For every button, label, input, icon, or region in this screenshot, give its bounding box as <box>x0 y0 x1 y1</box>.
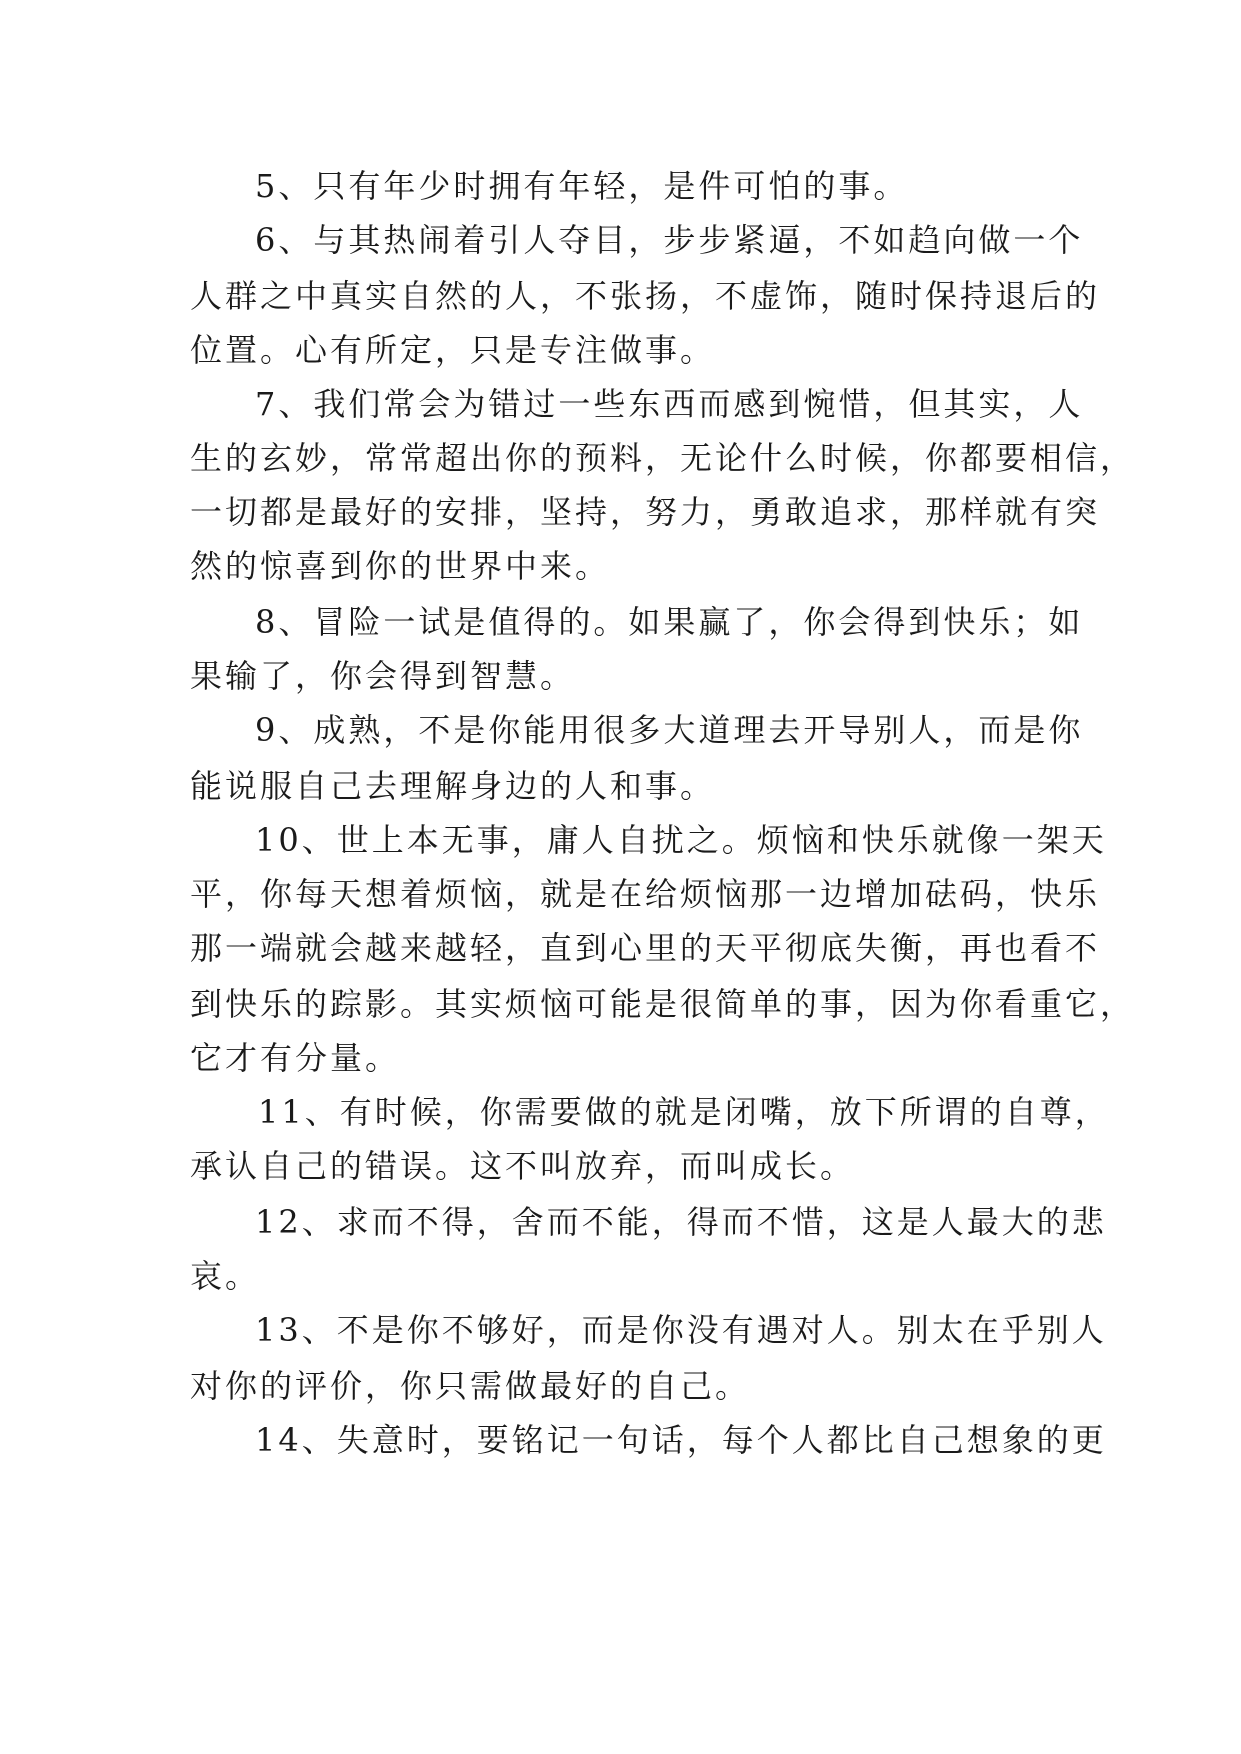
paragraph-6-line-2: 人群之中真实自然的人，不张扬，不虚饰，随时保持退后的 <box>190 277 1101 315</box>
paragraph-8-line-2: 果输了，你会得到智慧。 <box>190 657 576 695</box>
paragraph-8-line-1: 8、冒险一试是值得的。如果赢了，你会得到快乐；如 <box>255 603 1084 641</box>
paragraph-7-line-3: 一切都是最好的安排，坚持，努力，勇敢追求，那样就有突 <box>190 493 1101 531</box>
paragraph-13-line-1: 13、不是你不够好，而是你没有遇对人。别太在乎别人 <box>255 1311 1107 1349</box>
paragraph-12-line-2: 哀。 <box>190 1257 261 1295</box>
paragraph-10-line-3: 那一端就会越来越轻，直到心里的天平彻底失衡，再也看不 <box>190 929 1101 967</box>
paragraph-7-line-2: 生的玄妙，常常超出你的预料，无论什么时候，你都要相信， <box>190 439 1136 477</box>
paragraph-7-line-4: 然的惊喜到你的世界中来。 <box>190 547 611 585</box>
paragraph-11-line-1: 11、有时候，你需要做的就是闭嘴，放下所谓的自尊， <box>258 1093 1110 1131</box>
paragraph-7-line-1: 7、我们常会为错过一些东西而感到惋惜，但其实，人 <box>255 385 1084 423</box>
paragraph-11-line-2: 承认自己的错误。这不叫放弃，而叫成长。 <box>190 1147 856 1185</box>
paragraph-13-line-2: 对你的评价，你只需做最好的自己。 <box>190 1367 751 1405</box>
paragraph-12-line-1: 12、求而不得，舍而不能，得而不惜，这是人最大的悲 <box>255 1203 1107 1241</box>
paragraph-5-line-1: 5、只有年少时拥有年轻，是件可怕的事。 <box>255 167 909 205</box>
paragraph-6-line-1: 6、与其热闹着引人夺目，步步紧逼，不如趋向做一个 <box>255 221 1084 259</box>
paragraph-14-line-1: 14、失意时，要铭记一句话，每个人都比自己想象的更 <box>255 1421 1107 1459</box>
paragraph-10-line-2: 平，你每天想着烦恼，就是在给烦恼那一边增加砝码，快乐 <box>190 875 1101 913</box>
paragraph-10-line-1: 10、世上本无事，庸人自扰之。烦恼和快乐就像一架天 <box>255 821 1107 859</box>
paragraph-6-line-3: 位置。心有所定，只是专注做事。 <box>190 331 716 369</box>
paragraph-9-line-1: 9、成熟，不是你能用很多大道理去开导别人，而是你 <box>255 711 1084 749</box>
paragraph-9-line-2: 能说服自己去理解身边的人和事。 <box>190 767 716 805</box>
paragraph-10-line-4: 到快乐的踪影。其实烦恼可能是很简单的事，因为你看重它， <box>190 985 1136 1023</box>
paragraph-10-line-5: 它才有分量。 <box>190 1039 401 1077</box>
